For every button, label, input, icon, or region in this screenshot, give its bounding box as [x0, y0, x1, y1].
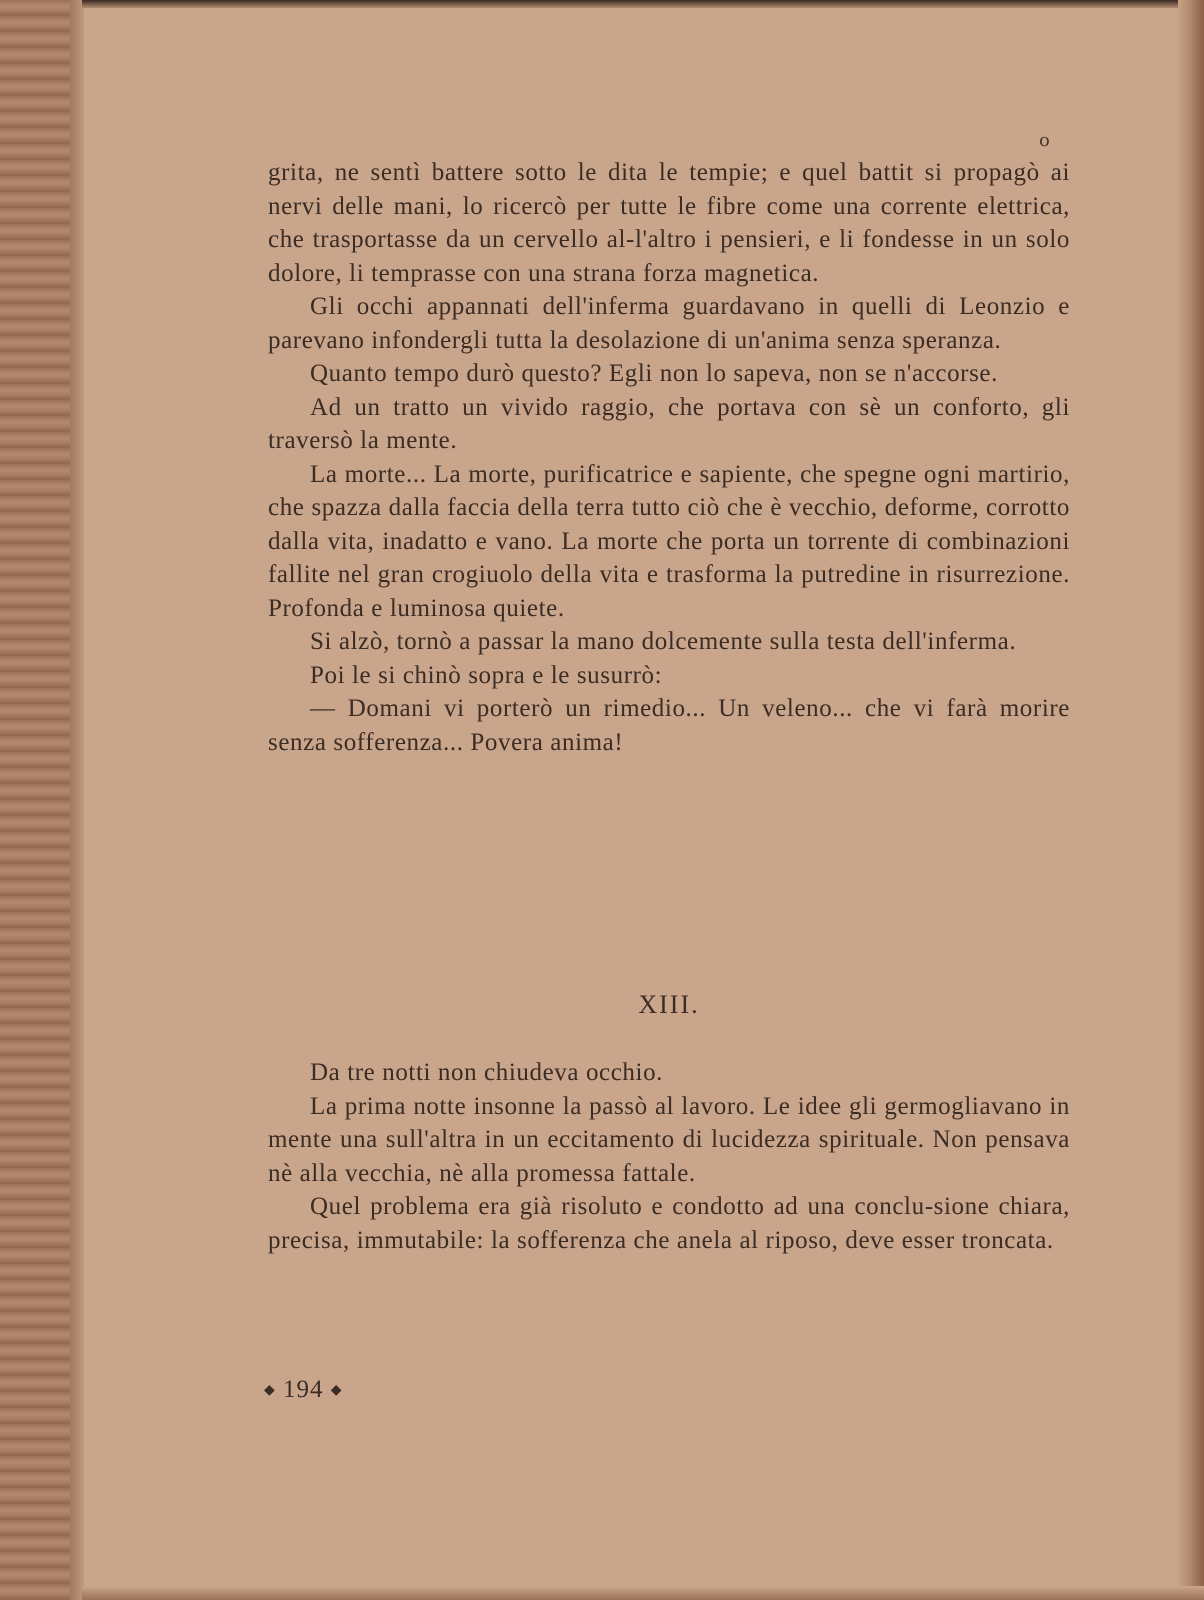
- page-number-value: 194: [283, 1376, 324, 1403]
- page-number: [264, 1376, 343, 1404]
- bottom-edge: [82, 1586, 1204, 1600]
- paragraph: Si alzò, tornò a passar la mano dolcemente sulla testa dell'inferma.: [310, 628, 1017, 655]
- top-edge: [82, 0, 1204, 8]
- paragraph: — Domani vi porterò un rimedio... Un veleno... che vi farà morire senza sofferenza... Povera anima!: [268, 695, 1070, 756]
- body-text-after: [268, 1056, 1070, 1257]
- paragraph: grita, ne sentì battere sotto le dita le tempie; e quel battit si propagò ai nervi delle mani, lo ricercò per tutte le fibre come una corrente elettrica, che trasportasse da un cervello al-l'altro i pensieri, e li fondesse in un solo dolore, li temprasse con una strana forza magnetica.: [268, 159, 1070, 287]
- binding-shadow: [70, 0, 84, 1600]
- paragraph: Quel problema era già risoluto e condotto ad una conclu-sione chiara, precisa, immutabile: la sofferenza che anela al riposo, deve esser troncata.: [268, 1193, 1070, 1254]
- paragraph: Quanto tempo durò questo? Egli non lo sapeva, non se n'accorse.: [310, 360, 998, 387]
- diamond-ornament-icon: ◆: [264, 1383, 276, 1398]
- paragraph: Poi le si chinò sopra e le susurrò:: [310, 661, 663, 689]
- paragraph: Gli occhi appannati dell'inferma guardavano in quelli di Leonzio e parevano infondergli tutta la desolazione di un'anima senza speranza.: [268, 293, 1070, 354]
- paragraph: Ad un tratto un vivido raggio, che portava con sè un conforto, gli traversò la mente.: [268, 393, 1070, 454]
- paragraph: Da tre notti non chiudeva occhio.: [310, 1059, 664, 1086]
- corner-mark: o: [1039, 130, 1050, 151]
- body-text-before: [268, 156, 1070, 759]
- chapter-heading: XIII.: [638, 990, 700, 1019]
- paragraph: La morte... La morte, purificatrice e sapiente, che spegne ogni martirio, che spazza dalla faccia della terra tutto ciò che è vecchio, deforme, corrotto dalla vita, inadatto e vano. La morte che porta un torrente di combinazioni fallite nel gran crogiuolo della vita e trasforma la putredine in risurrezione. Profonda e luminosa quiete.: [268, 460, 1070, 622]
- paragraph: La prima notte insonne la passò al lavoro. Le idee gli germogliavano in mente una sull'altra in un eccitamento di lucidezza spirituale. Non pensava nè alla vecchia, nè alla promessa fattale.: [268, 1092, 1070, 1187]
- diamond-ornament-icon: ◆: [330, 1383, 343, 1398]
- right-edge: [1178, 0, 1204, 1600]
